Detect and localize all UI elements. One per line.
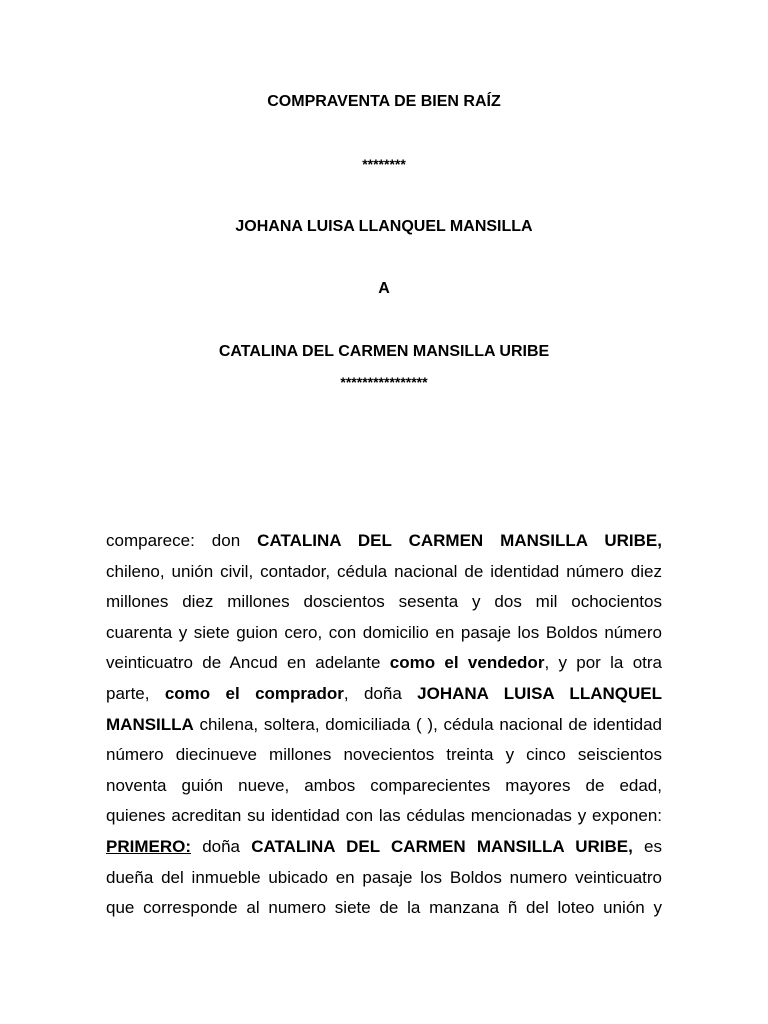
body-line xyxy=(106,587,662,618)
body-text-segment: , doña xyxy=(343,683,418,703)
body-line xyxy=(106,557,662,588)
connector-letter: A xyxy=(378,280,390,297)
body-text-segment: es xyxy=(632,836,662,856)
body-line xyxy=(106,710,662,741)
body-text-segment: dueña del inmueble ubicado en pasaje los Boldos numero veinticuatro xyxy=(106,867,662,887)
party-two-name: CATALINA DEL CARMEN MANSILLA URIBE xyxy=(218,343,550,360)
body-text-bold: como el comprador xyxy=(164,683,344,703)
body-text-segment: chileno, unión civil, contador, cédula nacional de identidad número diez xyxy=(106,561,662,581)
body-line xyxy=(106,648,662,679)
separator-stars-bottom: **************** xyxy=(340,374,428,390)
body-text-bold: PRIMERO: xyxy=(106,836,191,856)
body-text-segment: veinticuatro de Ancud en adelante xyxy=(106,653,390,673)
body-line xyxy=(106,771,662,802)
body-text-bold: JOHANA LUISA LLANQUEL xyxy=(417,683,662,703)
body-text-segment: doña xyxy=(191,836,252,856)
separator-stars-top: ******** xyxy=(362,156,406,172)
body-text-bold: MANSILLA xyxy=(106,714,194,734)
body-text-segment: quienes acreditan su identidad con las cédulas mencionadas y exponen: xyxy=(106,806,662,826)
body-line xyxy=(106,618,662,649)
body-text-segment: millones diez millones doscientos sesenta y dos mil ochocientos xyxy=(106,592,662,612)
body-text-segment: que corresponde al numero siete de la manzana ñ del loteo unión y xyxy=(106,898,662,918)
body-line xyxy=(106,801,662,832)
body-text-bold: CATALINA DEL CARMEN MANSILLA URIBE, xyxy=(257,531,662,550)
body-text-segment: chilena, soltera, domiciliada ( ), cédula nacional de identidad xyxy=(193,714,662,734)
body-text-segment: parte, xyxy=(106,683,165,703)
body-text-bold: como el vendedor xyxy=(389,653,545,673)
body-line xyxy=(106,740,662,771)
party-one-name: JOHANA LUISA LLANQUEL MANSILLA xyxy=(235,218,533,235)
body-line xyxy=(106,679,662,710)
contract-body xyxy=(106,526,662,924)
body-line xyxy=(106,526,662,557)
document-title: COMPRAVENTA DE BIEN RAÍZ xyxy=(267,93,501,110)
body-line xyxy=(106,863,662,894)
body-text-segment: , y por la otra xyxy=(544,653,662,673)
body-text-segment: número diecinueve millones novecientos treinta y cinco seiscientos xyxy=(106,745,662,765)
body-line xyxy=(106,893,662,924)
body-text-segment: noventa guión nueve, ambos comparecientes mayores de edad, xyxy=(106,775,662,795)
body-text-segment: comparece: don xyxy=(106,531,258,550)
body-text-bold: CATALINA DEL CARMEN MANSILLA URIBE, xyxy=(251,836,633,856)
body-line xyxy=(106,832,662,863)
body-text-segment: cuarenta y siete guion cero, con domicilio en pasaje los Boldos número xyxy=(106,622,662,642)
